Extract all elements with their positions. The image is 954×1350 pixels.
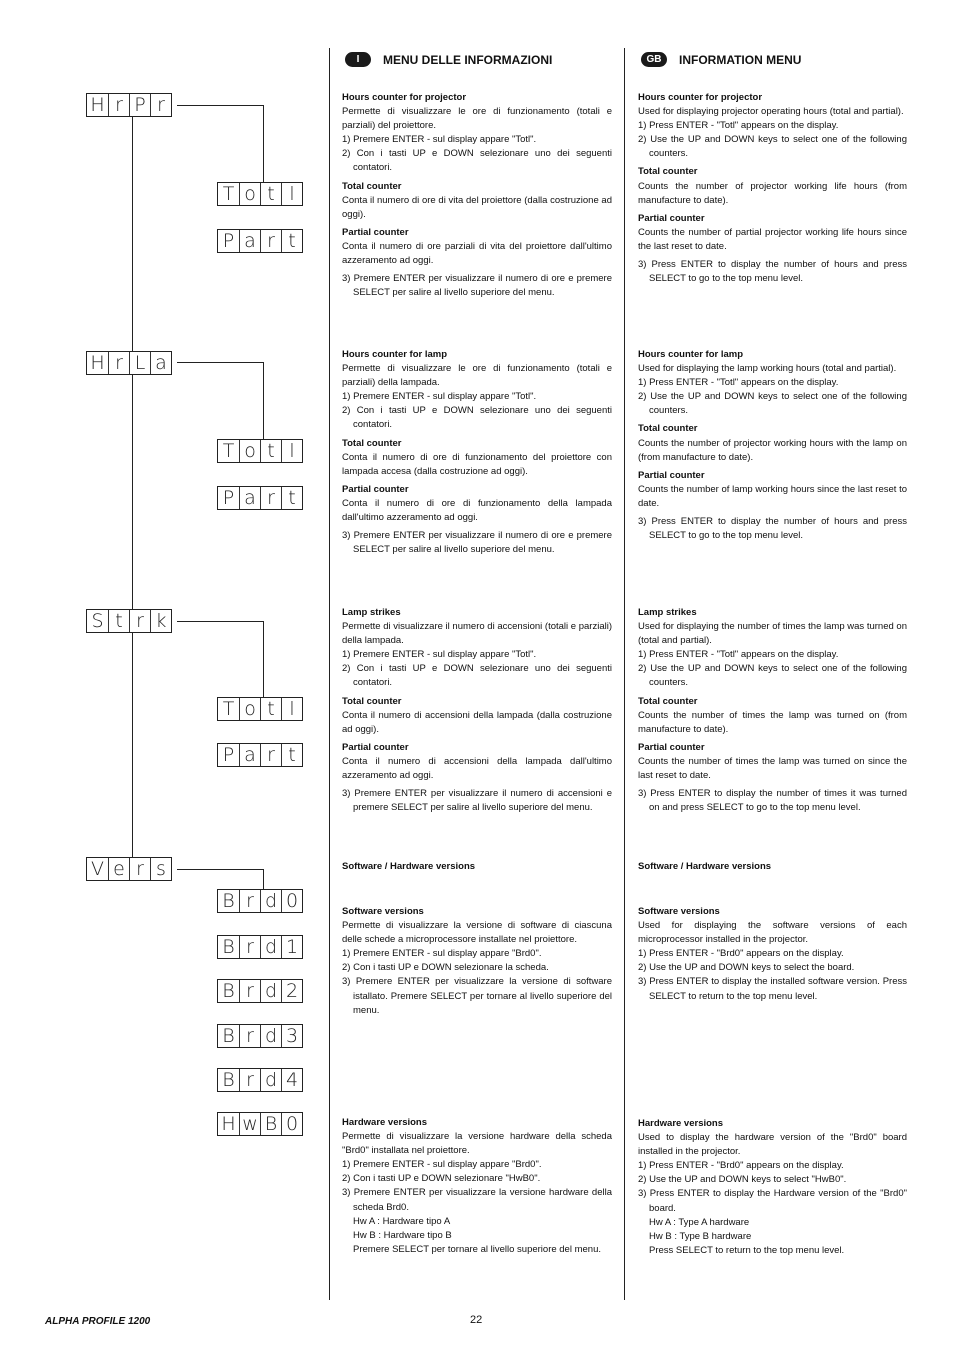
connector-hrpr xyxy=(177,105,263,106)
step: 3) Premere ENTER per visualizzare la versione hardware della scheda Brd0. xyxy=(342,1187,612,1213)
block-intro: Permette di visualizzare la versione hardware della scheda "Brd0" installata nel proiettore. xyxy=(342,1131,612,1157)
connector-hrpr-drop xyxy=(263,105,264,182)
display-char: t xyxy=(260,698,281,720)
display-char: a xyxy=(239,487,260,509)
step: 3) Premere ENTER per visualizzare il numero di ore e premere SELECT per salire al livello superiore del menu. xyxy=(342,273,612,299)
block-title: Hours counter for lamp xyxy=(638,349,744,360)
step: 2) Use the UP and DOWN keys to select one of the following counters. xyxy=(638,663,907,689)
step: 2) Con i tasti UP e DOWN selezionare uno dei seguenti contatori. xyxy=(342,148,612,174)
total-text: Conta il numero di ore di funzionamento del proiettore con lampada accesa (dalla costruzione ad oggi). xyxy=(342,451,612,477)
total-label: Total counter xyxy=(638,695,698,707)
display-char: w xyxy=(239,1113,260,1135)
display-char: H xyxy=(90,352,105,374)
display-char: o xyxy=(239,698,260,720)
display-char: t xyxy=(281,230,302,252)
select-back: Premere SELECT per tornare al livello superiore del menu. xyxy=(353,1243,601,1255)
total-text: Counts the number of projector working hours with the lamp on (from manufacture to date). xyxy=(638,437,907,463)
connector-strk xyxy=(177,621,263,622)
block-title: Software / Hardware versions xyxy=(342,861,476,872)
gb-versions xyxy=(638,860,907,874)
select-back: Press SELECT to return to the top menu level. xyxy=(649,1244,845,1256)
connector-vers xyxy=(177,869,263,870)
it-versions xyxy=(342,860,612,874)
step: 3) Press ENTER to display the number of times it was turned on and press SELECT to go to the top menu level. xyxy=(638,788,907,814)
total-label: Total counter xyxy=(638,423,698,435)
display-brd1 xyxy=(217,935,303,959)
gb-hardware-versions xyxy=(638,1117,907,1258)
step: 2) Use the UP and DOWN keys to select one of the following counters. xyxy=(638,134,907,160)
step: 1) Premere ENTER - sul display appare "Totl". xyxy=(342,134,537,146)
block-intro: Used for displaying the number of times the lamp was turned on (total and partial). xyxy=(638,621,907,647)
display-char: B xyxy=(222,1069,235,1091)
block-intro: Permette di visualizzare le ore di funzionamento (totali e parziali) del proiettore. xyxy=(342,106,612,132)
hw-type-a: Hw A : Hardware tipo A xyxy=(353,1215,451,1227)
block-title: Hours counter for projector xyxy=(342,92,467,103)
block-title: Hardware versions xyxy=(342,1117,428,1128)
display-char: r xyxy=(129,858,150,880)
total-text: Conta il numero di accensioni della lampada (dalla costruzione ad oggi). xyxy=(342,709,612,735)
display-char: l xyxy=(281,698,302,720)
step: 2) Con i tasti UP e DOWN selezionare "HwB0". xyxy=(342,1173,541,1185)
step: 2) Con i tasti UP e DOWN selezionare la scheda. xyxy=(342,962,549,974)
gb-software-versions xyxy=(638,905,907,1004)
display-char: r xyxy=(260,230,281,252)
language-badge-it: I xyxy=(345,52,371,67)
block-title: Software versions xyxy=(342,906,424,917)
display-char: r xyxy=(108,94,129,116)
display-char: H xyxy=(221,1113,236,1135)
display-char: P xyxy=(222,230,235,252)
partial-text: Counts the number of partial projector working life hours since the last reset to date. xyxy=(638,226,907,252)
display-hrpr xyxy=(86,93,172,117)
display-char: r xyxy=(129,610,150,632)
step: 1) Press ENTER - "Brd0" appears on the display. xyxy=(638,1160,844,1172)
it-software-versions xyxy=(342,905,612,1018)
it-hardware-versions xyxy=(342,1116,612,1257)
block-intro: Used to display the hardware version of the "Brd0" board installed in the projector. xyxy=(638,1132,907,1158)
display-char: L xyxy=(129,352,150,374)
display-char: o xyxy=(239,440,260,462)
partial-label: Partial counter xyxy=(638,212,705,224)
connector-strk-drop xyxy=(263,621,264,697)
footer-model: ALPHA PROFILE 1200 xyxy=(45,1316,151,1327)
display-brd0 xyxy=(217,889,303,913)
total-label: Total counter xyxy=(342,437,402,449)
block-intro: Used for displaying the software versions of each microprocessor installed in the projector. xyxy=(638,920,907,946)
partial-text: Conta il numero di ore di funzionamento della lampada dall'ultimo azzeramento ad oggi. xyxy=(342,497,612,524)
step: 3) Premere ENTER per visualizzare il numero di ore e premere SELECT per salire al livello superiore del menu. xyxy=(342,530,612,556)
display-char: a xyxy=(239,744,260,766)
display-char: H xyxy=(90,94,105,116)
it-hours-projector xyxy=(342,91,612,300)
step: 1) Premere ENTER - sul display appare "Totl". xyxy=(342,649,537,661)
display-char: d xyxy=(260,1069,281,1091)
step: 3) Press ENTER to display the number of hours and press SELECT to go to the top menu level. xyxy=(638,516,907,542)
partial-text: Counts the number of times the lamp was turned on since the last reset to date. xyxy=(638,755,907,782)
display-char: k xyxy=(150,610,171,632)
display-char: T xyxy=(222,183,235,205)
display-char: P xyxy=(222,744,235,766)
block-title: Hardware versions xyxy=(638,1118,724,1129)
block-intro: Permette di visualizzare la versione di software di ciascuna delle schede a microprocessore installate nel proiettore. xyxy=(342,920,612,946)
display-char: d xyxy=(260,980,281,1002)
partial-label: Partial counter xyxy=(342,741,409,753)
partial-label: Partial counter xyxy=(342,483,409,495)
gb-lamp-strikes xyxy=(638,606,907,815)
block-title: Software / Hardware versions xyxy=(638,861,772,872)
display-char: r xyxy=(239,980,260,1002)
display-hrla xyxy=(86,351,172,375)
display-char: t xyxy=(108,610,129,632)
gb-hours-projector xyxy=(638,91,907,286)
connector-hrla xyxy=(177,362,263,363)
display-char: t xyxy=(281,487,302,509)
display-char: l xyxy=(281,440,302,462)
display-char: r xyxy=(108,352,129,374)
block-title: Hours counter for projector xyxy=(638,92,763,103)
display-char: S xyxy=(91,610,104,632)
display-strk xyxy=(86,609,172,633)
hw-type-b: Hw B : Hardware tipo B xyxy=(353,1229,452,1241)
it-hours-lamp xyxy=(342,348,612,557)
display-char: P xyxy=(222,487,235,509)
block-intro: Used for displaying the lamp working hours (total and partial). xyxy=(638,363,897,375)
total-text: Counts the number of projector working life hours (from manufacture to date). xyxy=(638,180,907,206)
display-brd3 xyxy=(217,1024,303,1048)
section-header-it xyxy=(345,52,552,67)
partial-text: Conta il numero di accensioni della lampada dall'ultimo azzeramento ad oggi. xyxy=(342,755,612,782)
display-char: V xyxy=(91,858,104,880)
display-totl-strikes xyxy=(217,697,303,721)
display-char: P xyxy=(129,94,150,116)
section-title-gb: INFORMATION MENU xyxy=(679,52,802,67)
display-char: s xyxy=(150,858,171,880)
step: 3) Press ENTER to display the number of hours and press SELECT to go to the top menu level. xyxy=(638,259,907,285)
total-label: Total counter xyxy=(342,180,402,192)
column-divider-left xyxy=(329,48,330,1300)
display-char: T xyxy=(222,440,235,462)
step: 1) Premere ENTER - sul display appare "Brd0". xyxy=(342,1159,542,1171)
display-char: t xyxy=(281,744,302,766)
step: 3) Press ENTER to display the installed software version. Press SELECT to return to the top menu level. xyxy=(638,976,907,1002)
step: 2) Con i tasti UP e DOWN selezionare uno dei seguenti contatori. xyxy=(342,405,612,431)
display-char: B xyxy=(222,890,235,912)
step: 3) Premere ENTER per visualizzare la versione di software istallato. Premere SELECT per tornare al livello superiore del menu. xyxy=(342,976,612,1016)
display-char: r xyxy=(239,936,260,958)
total-label: Total counter xyxy=(342,695,402,707)
connector-hrla-drop xyxy=(263,362,264,439)
partial-label: Partial counter xyxy=(638,741,705,753)
display-brd4 xyxy=(217,1068,303,1092)
display-part-strikes xyxy=(217,743,303,767)
step: 2) Use the UP and DOWN keys to select the board. xyxy=(638,962,855,974)
connector-vers-drop xyxy=(263,869,264,889)
step: 1) Press ENTER - "Brd0" appears on the display. xyxy=(638,948,844,960)
display-char: r xyxy=(260,744,281,766)
total-text: Counts the number of times the lamp was turned on (from manufacture to date). xyxy=(638,709,907,735)
display-char: d xyxy=(260,1025,281,1047)
display-char: d xyxy=(260,890,281,912)
tree-spine xyxy=(132,117,133,858)
display-char: 4 xyxy=(281,1069,302,1091)
section-header-gb xyxy=(641,52,801,67)
display-char: r xyxy=(260,487,281,509)
step: 3) Press ENTER to display the Hardware version of the "Brd0" board. xyxy=(638,1188,907,1214)
display-char: 2 xyxy=(281,980,302,1002)
display-vers xyxy=(86,857,172,881)
page-number: 22 xyxy=(470,1314,483,1326)
block-title: Hours counter for lamp xyxy=(342,349,448,360)
display-brd2 xyxy=(217,979,303,1003)
partial-label: Partial counter xyxy=(342,226,409,238)
step: 1) Press ENTER - "Totl" appears on the display. xyxy=(638,120,839,132)
total-text: Conta il numero di ore di vita del proiettore (dalla costruzione ad oggi). xyxy=(342,194,612,220)
display-char: a xyxy=(239,230,260,252)
display-char: 3 xyxy=(281,1025,302,1047)
block-intro: Permette di visualizzare il numero di accensioni (totali e parziali) della lampada. xyxy=(342,621,612,647)
total-label: Total counter xyxy=(638,166,698,178)
it-lamp-strikes xyxy=(342,606,612,815)
display-char: l xyxy=(281,183,302,205)
display-char: B xyxy=(260,1113,281,1135)
step: 1) Premere ENTER - sul display appare "Totl". xyxy=(342,391,537,403)
gb-hours-lamp xyxy=(638,348,907,543)
display-char: d xyxy=(260,936,281,958)
display-char: o xyxy=(239,183,260,205)
display-char: e xyxy=(108,858,129,880)
column-divider-right xyxy=(624,48,625,1300)
display-char: 0 xyxy=(281,1113,302,1135)
step: 2) Con i tasti UP e DOWN selezionare uno dei seguenti contatori. xyxy=(342,663,612,689)
language-badge-gb: GB xyxy=(641,52,667,67)
step: 3) Premere ENTER per visualizzare il numero di accensioni e premere SELECT per salire al livello superiore del menu. xyxy=(342,788,612,814)
step: 1) Press ENTER - "Totl" appears on the display. xyxy=(638,649,839,661)
step: 1) Premere ENTER - sul display appare "Brd0". xyxy=(342,948,542,960)
display-char: T xyxy=(222,698,235,720)
display-char: B xyxy=(222,980,235,1002)
partial-label: Partial counter xyxy=(638,469,705,481)
display-char: a xyxy=(150,352,171,374)
display-char: B xyxy=(222,936,235,958)
block-intro: Permette di visualizzare le ore di funzionamento (totali e parziali) della lampada. xyxy=(342,363,612,389)
display-char: r xyxy=(239,890,260,912)
display-char: 0 xyxy=(281,890,302,912)
display-char: t xyxy=(260,183,281,205)
display-part-lamp xyxy=(217,486,303,510)
display-char: 1 xyxy=(281,936,302,958)
step: 2) Use the UP and DOWN keys to select "HwB0". xyxy=(638,1174,847,1186)
display-char: B xyxy=(222,1025,235,1047)
display-part-projector xyxy=(217,229,303,253)
partial-text: Conta il numero di ore parziali di vita del proiettore dall'ultimo azzeramento ad oggi. xyxy=(342,240,612,267)
display-char: r xyxy=(239,1025,260,1047)
display-totl-lamp xyxy=(217,439,303,463)
block-title: Software versions xyxy=(638,906,720,917)
display-char: t xyxy=(260,440,281,462)
display-char: r xyxy=(150,94,171,116)
hw-type-b: Hw B : Type B hardware xyxy=(649,1230,752,1242)
block-title: Lamp strikes xyxy=(638,607,697,618)
display-totl-projector xyxy=(217,182,303,206)
block-title: Lamp strikes xyxy=(342,607,401,618)
section-title-it: MENU DELLE INFORMAZIONI xyxy=(383,52,553,67)
display-char: r xyxy=(239,1069,260,1091)
hw-type-a: Hw A : Type A hardware xyxy=(649,1216,750,1228)
step: 1) Press ENTER - "Totl" appears on the display. xyxy=(638,377,839,389)
partial-text: Counts the number of lamp working hours since the last reset to date. xyxy=(638,483,907,509)
step: 2) Use the UP and DOWN keys to select one of the following counters. xyxy=(638,391,907,417)
display-hwb0 xyxy=(217,1112,303,1136)
block-intro: Used for displaying projector operating hours (total and partial). xyxy=(638,106,904,118)
